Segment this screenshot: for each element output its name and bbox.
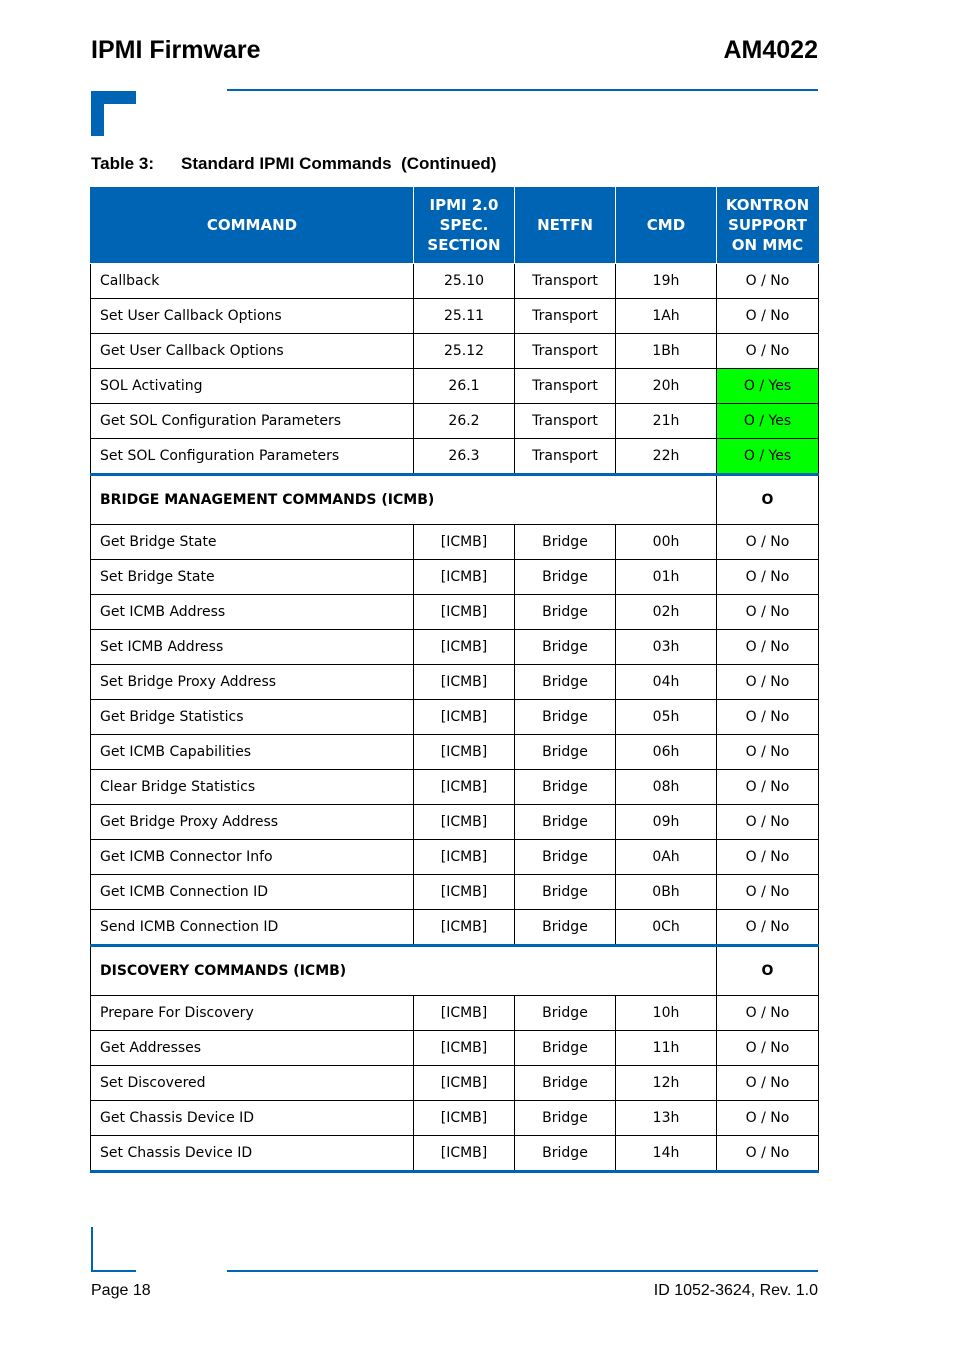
page-number: Page 18 xyxy=(91,1282,151,1299)
netfn-cell: Bridge xyxy=(515,1066,616,1101)
col-header-spec-section: IPMI 2.0 SPEC. SECTION xyxy=(414,187,515,264)
command-cell: Get Chassis Device ID xyxy=(91,1101,414,1136)
table-row xyxy=(91,439,819,475)
cmd-code-cell: 14h xyxy=(616,1136,717,1172)
spec-section-cell: [ICMB] xyxy=(414,875,515,910)
table-header-row xyxy=(91,187,819,264)
cmd-code-cell: 05h xyxy=(616,700,717,735)
spec-section-cell: [ICMB] xyxy=(414,700,515,735)
table-row xyxy=(91,560,819,595)
spec-section-cell: [ICMB] xyxy=(414,735,515,770)
cmd-code-cell: 13h xyxy=(616,1101,717,1136)
cmd-code-cell: 0Bh xyxy=(616,875,717,910)
command-cell: Set Chassis Device ID xyxy=(91,1136,414,1172)
spec-section-cell: [ICMB] xyxy=(414,665,515,700)
command-cell: Get ICMB Connection ID xyxy=(91,875,414,910)
cmd-code-cell: 06h xyxy=(616,735,717,770)
support-cell: O / No xyxy=(717,299,819,334)
command-cell: Send ICMB Connection ID xyxy=(91,910,414,946)
footer-rule xyxy=(227,1270,818,1272)
netfn-cell: Transport xyxy=(515,369,616,404)
header-product: AM4022 xyxy=(723,36,818,64)
command-cell: Get Addresses xyxy=(91,1031,414,1066)
support-cell: O / Yes xyxy=(717,439,819,475)
section-support: O xyxy=(717,475,819,525)
cmd-code-cell: 08h xyxy=(616,770,717,805)
command-cell: Set SOL Configuration Parameters xyxy=(91,439,414,475)
table-row xyxy=(91,595,819,630)
table-row xyxy=(91,910,819,946)
table-row xyxy=(91,1031,819,1066)
cmd-code-cell: 03h xyxy=(616,630,717,665)
command-cell: Set ICMB Address xyxy=(91,630,414,665)
section-title: DISCOVERY COMMANDS (ICMB) xyxy=(91,946,717,996)
netfn-cell: Bridge xyxy=(515,1031,616,1066)
header-title: IPMI Firmware xyxy=(91,36,261,64)
spec-section-cell: [ICMB] xyxy=(414,996,515,1031)
col-header-support: KONTRON SUPPORT ON MMC xyxy=(717,187,819,264)
netfn-cell: Bridge xyxy=(515,525,616,560)
cmd-code-cell: 04h xyxy=(616,665,717,700)
netfn-cell: Bridge xyxy=(515,875,616,910)
netfn-cell: Bridge xyxy=(515,1101,616,1136)
command-cell: Get ICMB Connector Info xyxy=(91,840,414,875)
spec-section-cell: 25.12 xyxy=(414,334,515,369)
command-cell: Set Discovered xyxy=(91,1066,414,1101)
netfn-cell: Bridge xyxy=(515,630,616,665)
netfn-cell: Bridge xyxy=(515,770,616,805)
support-cell: O / No xyxy=(717,735,819,770)
table-row xyxy=(91,334,819,369)
support-cell: O / No xyxy=(717,1031,819,1066)
netfn-cell: Bridge xyxy=(515,735,616,770)
table-caption-title: Standard IPMI Commands (Continued) xyxy=(181,154,497,173)
command-cell: Get ICMB Capabilities xyxy=(91,735,414,770)
command-cell: Prepare For Discovery xyxy=(91,996,414,1031)
spec-section-cell: [ICMB] xyxy=(414,1066,515,1101)
spec-section-cell: [ICMB] xyxy=(414,560,515,595)
netfn-cell: Bridge xyxy=(515,805,616,840)
cmd-code-cell: 1Bh xyxy=(616,334,717,369)
cmd-code-cell: 01h xyxy=(616,560,717,595)
support-cell: O / No xyxy=(717,1136,819,1172)
spec-section-cell: 25.11 xyxy=(414,299,515,334)
support-cell: O / No xyxy=(717,334,819,369)
table-row xyxy=(91,630,819,665)
command-cell: Get User Callback Options xyxy=(91,334,414,369)
spec-section-cell: [ICMB] xyxy=(414,840,515,875)
support-cell: O / No xyxy=(717,560,819,595)
netfn-cell: Bridge xyxy=(515,1136,616,1172)
table-row xyxy=(91,404,819,439)
commands-table xyxy=(90,186,819,1173)
table-caption xyxy=(91,154,496,174)
table-row xyxy=(91,525,819,560)
corner-mark-top xyxy=(91,91,136,136)
netfn-cell: Bridge xyxy=(515,910,616,946)
spec-section-cell: [ICMB] xyxy=(414,595,515,630)
table-row xyxy=(91,1136,819,1172)
support-cell: O / No xyxy=(717,770,819,805)
support-cell: O / Yes xyxy=(717,404,819,439)
col-header-cmd: CMD xyxy=(616,187,717,264)
cmd-code-cell: 09h xyxy=(616,805,717,840)
support-cell: O / No xyxy=(717,264,819,299)
support-cell: O / No xyxy=(717,805,819,840)
command-cell: Get Bridge State xyxy=(91,525,414,560)
support-cell: O / No xyxy=(717,996,819,1031)
cmd-code-cell: 02h xyxy=(616,595,717,630)
netfn-cell: Bridge xyxy=(515,700,616,735)
cmd-code-cell: 00h xyxy=(616,525,717,560)
cmd-code-cell: 10h xyxy=(616,996,717,1031)
table-row xyxy=(91,700,819,735)
command-cell: Set User Callback Options xyxy=(91,299,414,334)
section-title: BRIDGE MANAGEMENT COMMANDS (ICMB) xyxy=(91,475,717,525)
table-row xyxy=(91,369,819,404)
spec-section-cell: 26.1 xyxy=(414,369,515,404)
spec-section-cell: [ICMB] xyxy=(414,805,515,840)
spec-section-cell: [ICMB] xyxy=(414,525,515,560)
cmd-code-cell: 0Ch xyxy=(616,910,717,946)
cmd-code-cell: 1Ah xyxy=(616,299,717,334)
table-row xyxy=(91,996,819,1031)
support-cell: O / No xyxy=(717,700,819,735)
table-row xyxy=(91,840,819,875)
spec-section-cell: 26.3 xyxy=(414,439,515,475)
header-rule xyxy=(227,89,818,91)
netfn-cell: Bridge xyxy=(515,996,616,1031)
table-row xyxy=(91,1101,819,1136)
support-cell: O / Yes xyxy=(717,369,819,404)
command-cell: Callback xyxy=(91,264,414,299)
table-row xyxy=(91,1066,819,1101)
table-row xyxy=(91,299,819,334)
command-cell: Get SOL Configuration Parameters xyxy=(91,404,414,439)
document-id: ID 1052-3624, Rev. 1.0 xyxy=(653,1282,818,1299)
command-cell: Set Bridge State xyxy=(91,560,414,595)
support-cell: O / No xyxy=(717,840,819,875)
table-row xyxy=(91,735,819,770)
support-cell: O / No xyxy=(717,875,819,910)
netfn-cell: Transport xyxy=(515,264,616,299)
cmd-code-cell: 20h xyxy=(616,369,717,404)
table-row xyxy=(91,770,819,805)
spec-section-cell: 25.10 xyxy=(414,264,515,299)
cmd-code-cell: 22h xyxy=(616,439,717,475)
corner-mark-bottom xyxy=(91,1227,136,1272)
col-header-netfn: NETFN xyxy=(515,187,616,264)
table-row xyxy=(91,264,819,299)
netfn-cell: Transport xyxy=(515,404,616,439)
cmd-code-cell: 12h xyxy=(616,1066,717,1101)
spec-section-cell: [ICMB] xyxy=(414,770,515,805)
col-header-command: COMMAND xyxy=(91,187,414,264)
command-cell: Get ICMB Address xyxy=(91,595,414,630)
table-row xyxy=(91,665,819,700)
netfn-cell: Bridge xyxy=(515,665,616,700)
cmd-code-cell: 11h xyxy=(616,1031,717,1066)
spec-section-cell: 26.2 xyxy=(414,404,515,439)
support-cell: O / No xyxy=(717,665,819,700)
table-row xyxy=(91,875,819,910)
table-caption-number: Table 3: xyxy=(91,154,154,173)
section-row-discovery xyxy=(91,946,819,996)
spec-section-cell: [ICMB] xyxy=(414,1101,515,1136)
support-cell: O / No xyxy=(717,525,819,560)
netfn-cell: Transport xyxy=(515,299,616,334)
support-cell: O / No xyxy=(717,910,819,946)
command-cell: Get Bridge Statistics xyxy=(91,700,414,735)
table-row xyxy=(91,805,819,840)
support-cell: O / No xyxy=(717,595,819,630)
netfn-cell: Bridge xyxy=(515,840,616,875)
command-cell: Get Bridge Proxy Address xyxy=(91,805,414,840)
section-support: O xyxy=(717,946,819,996)
spec-section-cell: [ICMB] xyxy=(414,1136,515,1172)
cmd-code-cell: 21h xyxy=(616,404,717,439)
command-cell: SOL Activating xyxy=(91,369,414,404)
cmd-code-cell: 0Ah xyxy=(616,840,717,875)
spec-section-cell: [ICMB] xyxy=(414,1031,515,1066)
command-cell: Set Bridge Proxy Address xyxy=(91,665,414,700)
support-cell: O / No xyxy=(717,630,819,665)
support-cell: O / No xyxy=(717,1066,819,1101)
support-cell: O / No xyxy=(717,1101,819,1136)
netfn-cell: Transport xyxy=(515,439,616,475)
netfn-cell: Transport xyxy=(515,334,616,369)
netfn-cell: Bridge xyxy=(515,560,616,595)
spec-section-cell: [ICMB] xyxy=(414,630,515,665)
command-cell: Clear Bridge Statistics xyxy=(91,770,414,805)
section-row-bridge xyxy=(91,475,819,525)
spec-section-cell: [ICMB] xyxy=(414,910,515,946)
netfn-cell: Bridge xyxy=(515,595,616,630)
cmd-code-cell: 19h xyxy=(616,264,717,299)
